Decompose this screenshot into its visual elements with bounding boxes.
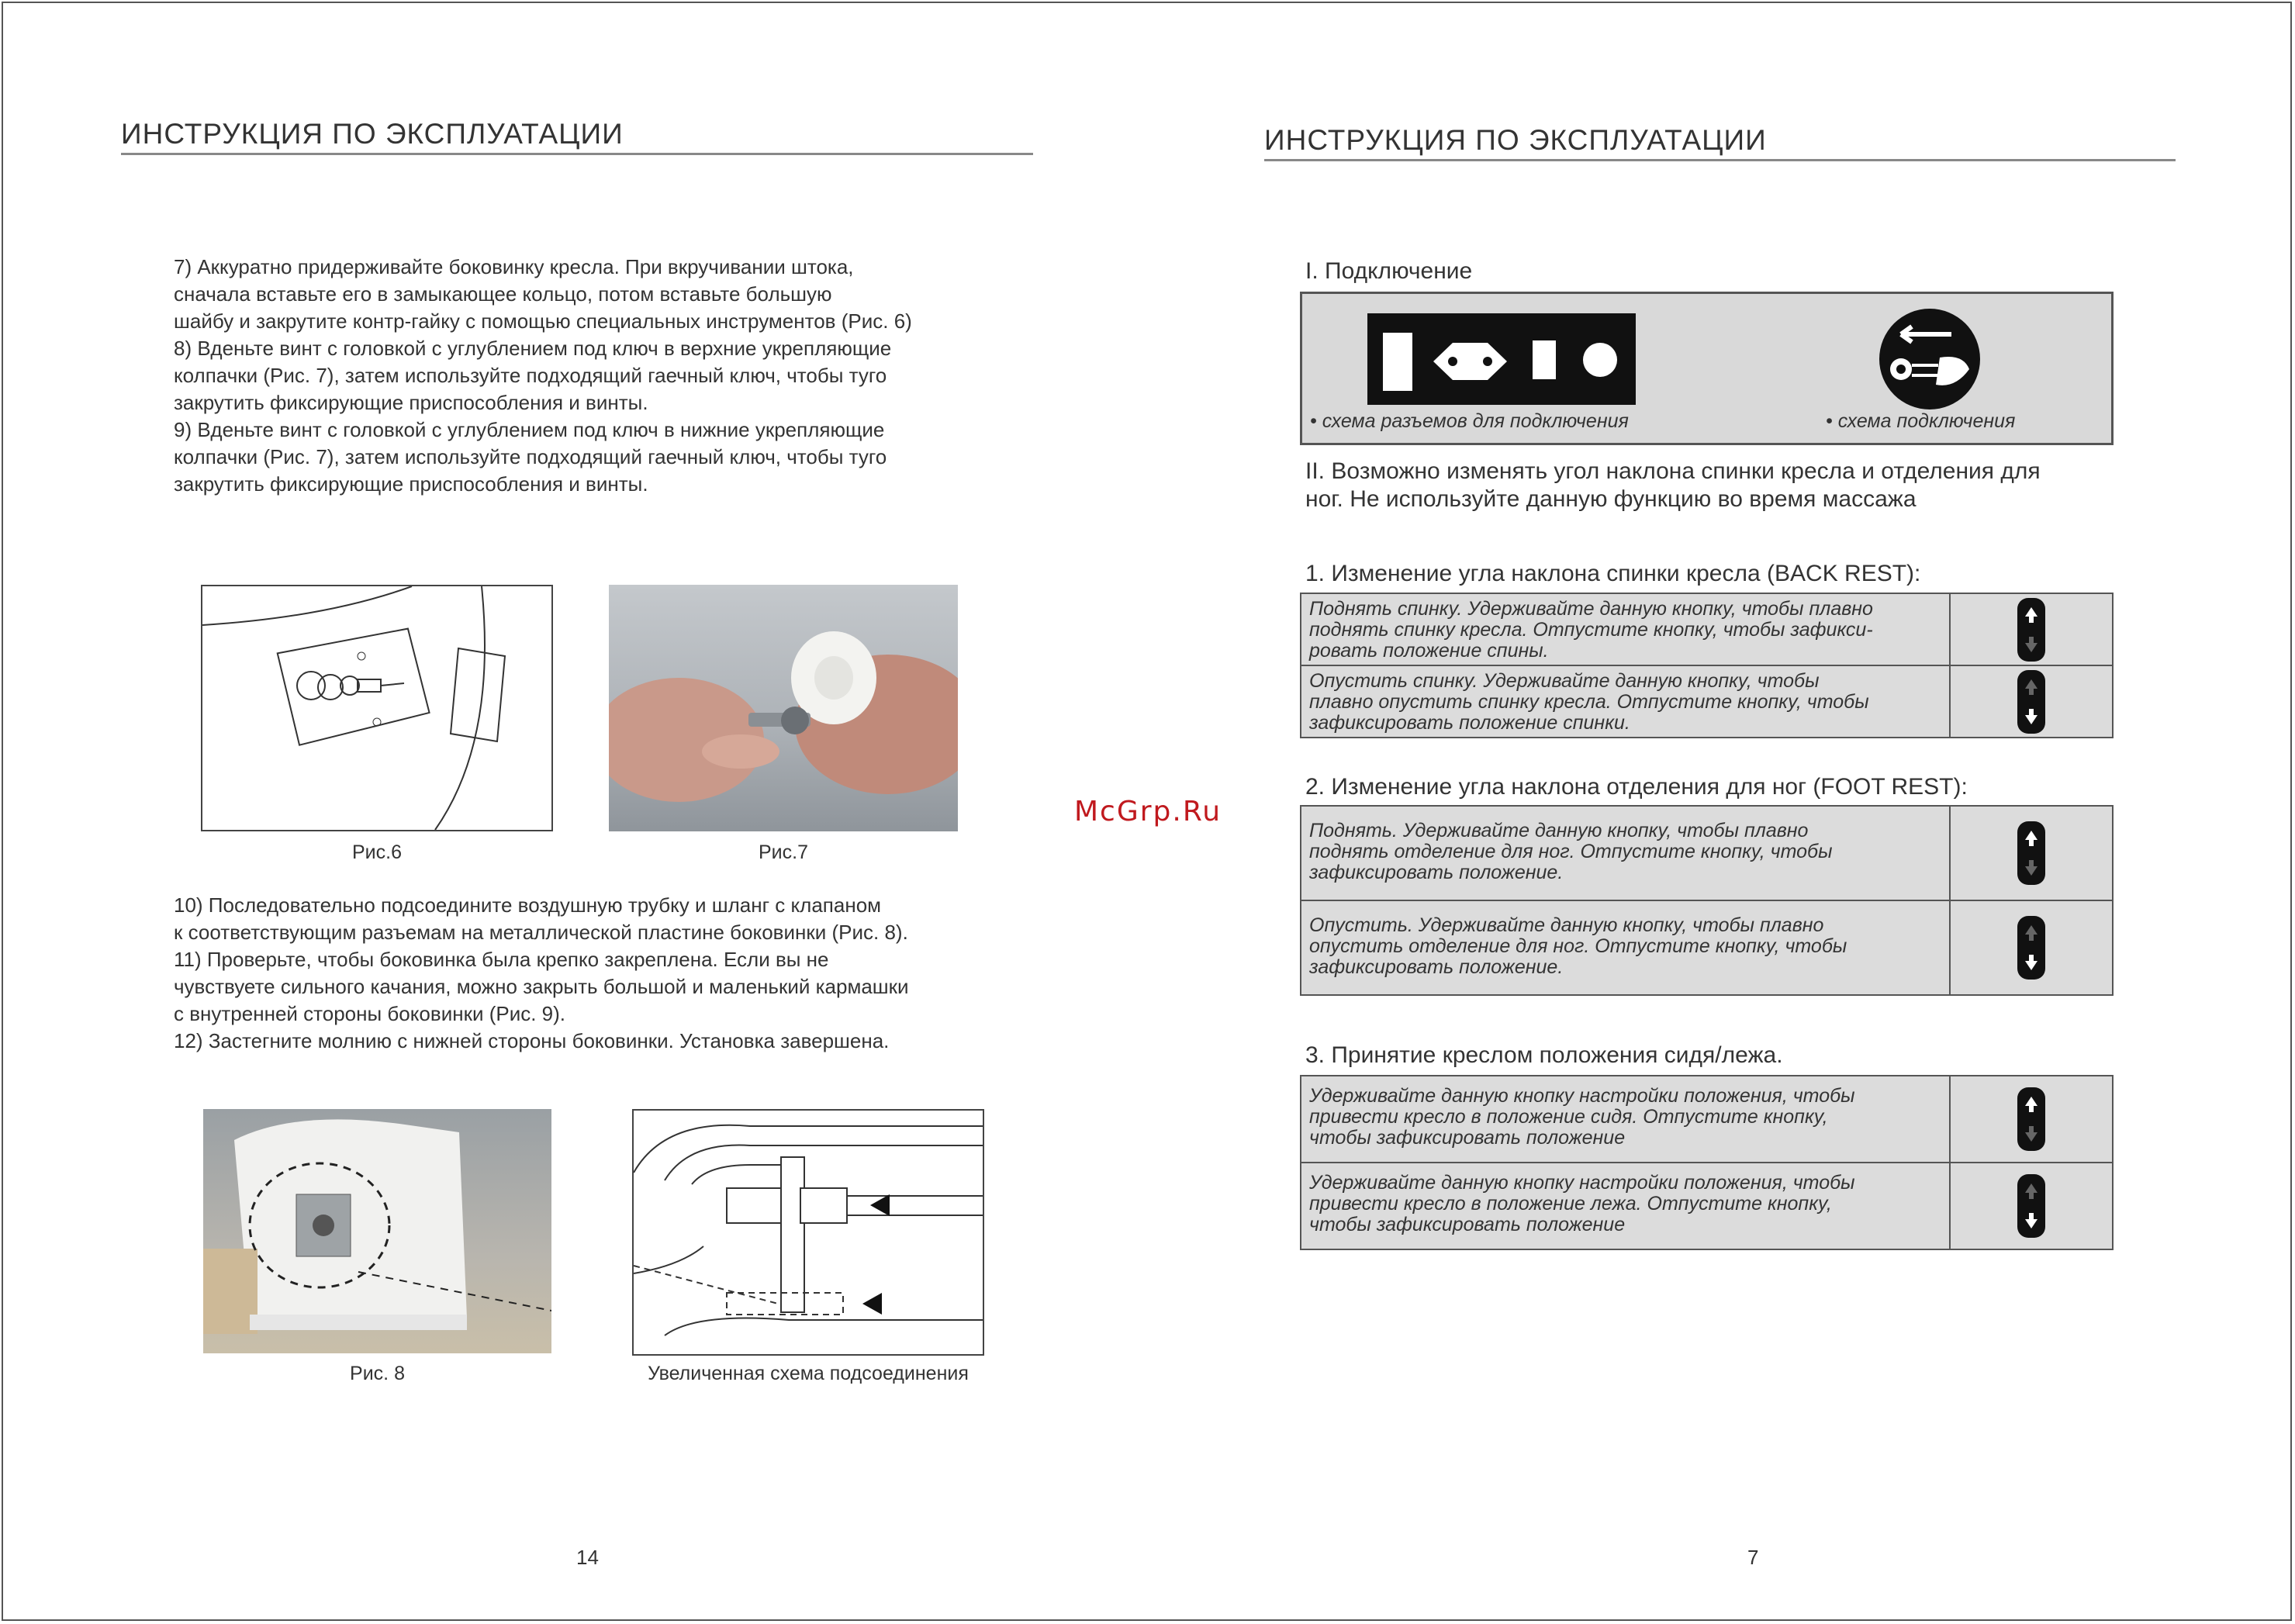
text-line: зафиксировать положение. (1309, 862, 1564, 883)
table-row (1301, 1163, 2113, 1249)
text-line: ровать положение спины. (1309, 640, 1549, 662)
back-rest-table (1300, 593, 2114, 738)
foot-rest-up-cell (1950, 806, 2113, 900)
text-line: 10) Последовательно подсоедините воздушную трубку и шланг с клапаном (174, 893, 882, 917)
figure-6-caption: Рис.6 (352, 841, 402, 863)
table-row (1301, 593, 2113, 665)
left-page-header: ИНСТРУКЦИЯ ПО ЭКСПЛУАТАЦИИ (121, 118, 624, 150)
position-sit-button[interactable] (2017, 1087, 2045, 1151)
back-rest-up-button[interactable] (2017, 598, 2045, 662)
connection-diagram-box (1300, 292, 2114, 445)
right-page-number: 7 (1747, 1546, 1759, 1569)
text-line: Поднять спинку. Удерживайте данную кнопку, чтобы плавно (1309, 598, 1873, 620)
foot-rest-down-button[interactable] (2017, 916, 2045, 980)
text-line: II. Возможно изменять угол наклона спинки кресла и отделения для (1305, 458, 2041, 484)
text-line: шайбу и закрутите контр-гайку с помощью специальных инструментов (Рис. 6) (174, 309, 912, 333)
text-line: закрутить фиксирующие приспособления и винты. (174, 472, 648, 496)
text-line: привести кресло в положение сидя. Отпустите кнопку, (1309, 1106, 1828, 1128)
figure-8-caption: Рис. 8 (350, 1363, 405, 1384)
text-line: сначала вставьте его в замыкающее кольцо, потом вставьте большую (174, 282, 832, 306)
left-paragraph-2 (174, 892, 909, 1055)
text-line: колпачки (Рис. 7), затем используйте подходящий гаечный ключ, чтобы туго (174, 445, 887, 468)
text-line: ног. Не используйте данную функцию во время массажа (1305, 486, 1917, 512)
foot-rest-up-button[interactable] (2017, 821, 2045, 885)
text-line: плавно опустить спинку кресла. Отпустите кнопку, чтобы (1309, 691, 1869, 713)
text-line: поднять отделение для ног. Отпустите кнопку, чтобы (1309, 841, 1833, 862)
text-line: опустить отделение для ног. Отпустите кнопку, чтобы (1309, 935, 1847, 957)
position-table (1300, 1075, 2114, 1250)
text-line: чувствуете сильного качания, можно закрыть большой и маленький кармашки (174, 975, 909, 998)
foot-rest-down-cell (1950, 900, 2113, 995)
back-rest-title: 1. Изменение угла наклона спинки кресла (BACK REST): (1305, 561, 1921, 586)
text-line: зафиксировать положение. (1309, 956, 1564, 978)
right-page-header: ИНСТРУКЦИЯ ПО ЭКСПЛУАТАЦИИ (1264, 124, 1767, 156)
back-rest-up-description (1301, 593, 1950, 665)
foot-rest-up-description (1301, 806, 1950, 900)
text-line: чтобы зафиксировать положение (1309, 1214, 1626, 1235)
position-lie-description (1301, 1163, 1950, 1249)
text-line: с внутренней стороны боковинки (Рис. 9). (174, 1002, 566, 1025)
back-rest-down-button[interactable] (2017, 670, 2045, 734)
text-line: закрутить фиксирующие приспособления и винты. (174, 391, 648, 414)
figure-9-schematic (632, 1109, 984, 1356)
position-lie-button[interactable] (2017, 1174, 2045, 1238)
text-line: 7) Аккуратно придерживайте боковинку кресла. При вкручивании штока, (174, 255, 854, 278)
foot-rest-title: 2. Изменение угла наклона отделения для ног (FOOT REST): (1305, 774, 1968, 800)
legend-connection-scheme: • схема подключения (1826, 410, 2016, 432)
figure-6-drawing (201, 585, 553, 831)
section-1-title: I. Подключение (1305, 258, 1473, 284)
text-line: Удерживайте данную кнопку настройки положения, чтобы (1309, 1172, 1855, 1194)
figure-7-photo (609, 585, 958, 831)
text-line: 9) Вденьте винт с головкой с углублением под ключ в нижние укрепляющие (174, 418, 885, 441)
text-line: 11) Проверьте, чтобы боковинка была крепко закреплена. Если вы не (174, 948, 829, 971)
text-line: колпачки (Рис. 7), затем используйте подходящий гаечный ключ, чтобы туго (174, 364, 887, 387)
text-line: привести кресло в положение лежа. Отпустите кнопку, (1309, 1193, 1832, 1215)
right-header-rule (1264, 159, 2176, 161)
table-row (1301, 665, 2113, 738)
position-title: 3. Принятие креслом положения сидя/лежа. (1305, 1042, 1783, 1068)
section-2-text (1305, 458, 2041, 513)
text-line: зафиксировать положение спинки. (1309, 712, 1630, 734)
text-line: 12) Застегните молнию с нижней стороны боковинки. Установка завершена. (174, 1029, 890, 1052)
text-line: чтобы зафиксировать положение (1309, 1127, 1626, 1149)
plug-connection-icon (1878, 307, 1982, 411)
text-line: Поднять. Удерживайте данную кнопку, чтобы плавно (1309, 820, 1809, 841)
back-rest-up-cell (1950, 593, 2113, 665)
watermark: McGrp.Ru (1074, 796, 1222, 828)
back-rest-down-description (1301, 665, 1950, 738)
table-row (1301, 1076, 2113, 1163)
text-line: Удерживайте данную кнопку настройки положения, чтобы (1309, 1085, 1855, 1107)
table-row (1301, 806, 2113, 900)
text-line: к соответствующим разъемам на металлической пластине боковинки (Рис. 8). (174, 921, 908, 944)
back-rest-down-cell (1950, 665, 2113, 738)
foot-rest-down-description (1301, 900, 1950, 995)
figure-9-caption: Увеличенная схема подсоединения (648, 1363, 969, 1384)
left-header-rule (121, 153, 1033, 155)
legend-connector-scheme: • схема разъемов для подключения (1310, 410, 1629, 432)
figure-7-caption: Рис.7 (759, 841, 808, 863)
text-line: поднять спинку кресла. Отпустите кнопку, чтобы зафикси- (1309, 619, 1873, 641)
position-sit-cell (1950, 1076, 2113, 1163)
figure-8-photo (203, 1109, 551, 1353)
text-line: Опустить. Удерживайте данную кнопку, чтобы плавно (1309, 914, 1824, 936)
text-line: 8) Вденьте винт с головкой с углублением под ключ в верхние укрепляющие (174, 337, 892, 360)
position-lie-cell (1950, 1163, 2113, 1249)
left-page-number: 14 (576, 1546, 599, 1569)
left-paragraph-1 (174, 254, 912, 498)
text-line: Опустить спинку. Удерживайте данную кнопку, чтобы (1309, 670, 1820, 692)
foot-rest-table (1300, 805, 2114, 996)
table-row (1301, 900, 2113, 995)
position-sit-description (1301, 1076, 1950, 1163)
connector-panel-diagram (1367, 313, 1636, 405)
